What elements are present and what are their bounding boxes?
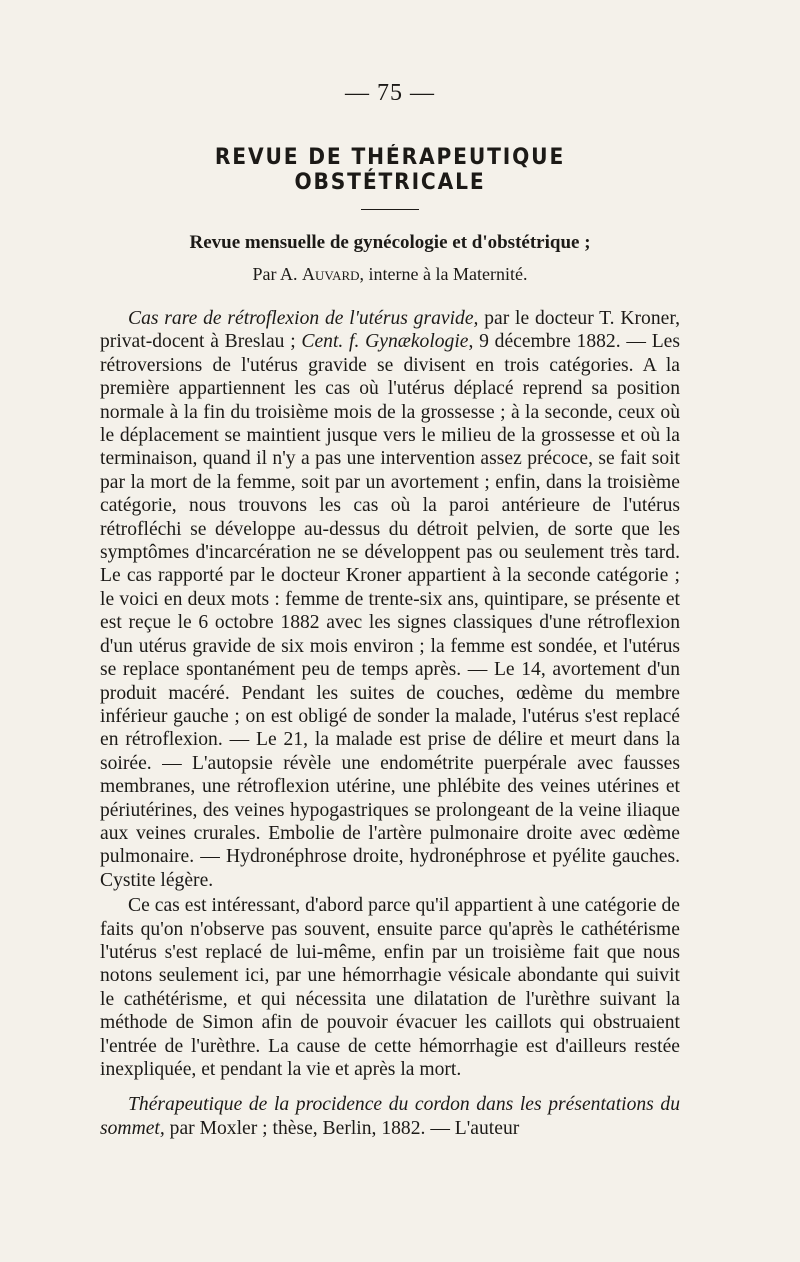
paragraph-text: par Moxler ; thèse, Berlin, 1882. — L'auteur	[164, 1117, 520, 1139]
byline-prefix: Par A.	[252, 264, 302, 284]
review-subtitle: Revue mensuelle de gynécologie et d'obstétrique ;	[189, 232, 591, 253]
article-title-moxler: Thérapeutique de la procidence du cordon dans les présentations du sommet,	[100, 1094, 680, 1139]
journal-name: Cent. f. Gynækologie	[301, 331, 469, 353]
paragraph-text: , 9 décembre 1882. — Les rétroversions de l'utérus gravide se divisent en trois catégories. A la première appartiennent les cas où l'utérus déplacé reprend sa position normale à la fin du troisième mois de la grossesse ; à la seconde, ceux où le déplacement se maintient jusque vers le milieu de la grossesse et où la terminaison, quand il n'y a pas une intervention assez précoce, se fait soit par la mort de la femme, soit par un avortement ; enfin, dans la troisième catégorie, nous trouvons les cas où la paroi antérieure de l'utérus rétrofléchi se développe au-dessus du détroit pelvien, de sorte que les symptômes d'incarcération ne se développent pas ou seulement très tard. Le cas rapporté par le docteur Kroner appartient à la seconde catégorie ; le voici en deux mots : femme de trente-six ans, quintipare, se présente et est reçue le 6 octobre 1882 avec les signes classiques d'une rétroflexion d'un utérus gravide de six mois environ ; la femme est sondée, et l'utérus se replace spontanément peu de temps après. — Le 14, avortement d'un produit macéré. Pendant les suites de couches, œdème du membre inférieur gauche ; on est obligé de sonder la malade, l'utérus s'est replacé en rétroflexion. — Le 21, la malade est prise de délire et meurt dans la soirée. — L'autopsie révèle une endométrite puerpérale avec fausses membranes, une rétroflexion utérine, une phlébite des veines utérines et périutérines, des veines hypogastriques se prolongeant de la veine iliaque aux veines crurales. Embolie de l'artère pulmonaire droite avec œdème pulmonaire. — Hydronéphrose droite, hydronéphrose et pyélite gauches. Cystite légère.	[100, 331, 680, 891]
article-body	[100, 307, 680, 1140]
title-divider	[361, 209, 419, 210]
section-title: REVUE DE THÉRAPEUTIQUE OBSTÉTRICALE	[214, 145, 566, 195]
article-title-kroner: Cas rare de rétroflexion de l'utérus gravide,	[128, 308, 479, 329]
document-page	[100, 80, 680, 1140]
byline-suffix: , interne à la Maternité.	[359, 264, 528, 284]
byline-author: Auvard	[302, 264, 360, 284]
paragraph-commentary: Ce cas est intéressant, d'abord parce qu'il appartient à une catégorie de faits qu'on n'observe pas souvent, ensuite parce qu'après le cathétérisme l'utérus s'est replacé de lui-même, enfin par un troisième fait que nous notons seulement ici, par une hémorrhagie vésicale abondante qui suivit le cathétérisme, et qui nécessita une dilatation de l'urèthre suivant la méthode de Simon afin de pouvoir évacuer les caillots qui obstruaient l'entrée de l'urèthre. La cause de cette hémorrhagie est d'ailleurs restée inexpliquée, et pendant la vie et après la mort.	[100, 895, 680, 1080]
paragraph-moxler	[100, 1093, 680, 1140]
page-number: — 75 —	[345, 80, 435, 106]
paragraph-text: par le docteur T. Kroner, privat-docent à Breslau ;	[100, 308, 680, 353]
paragraph-kroner	[100, 307, 680, 892]
author-byline	[100, 264, 680, 285]
